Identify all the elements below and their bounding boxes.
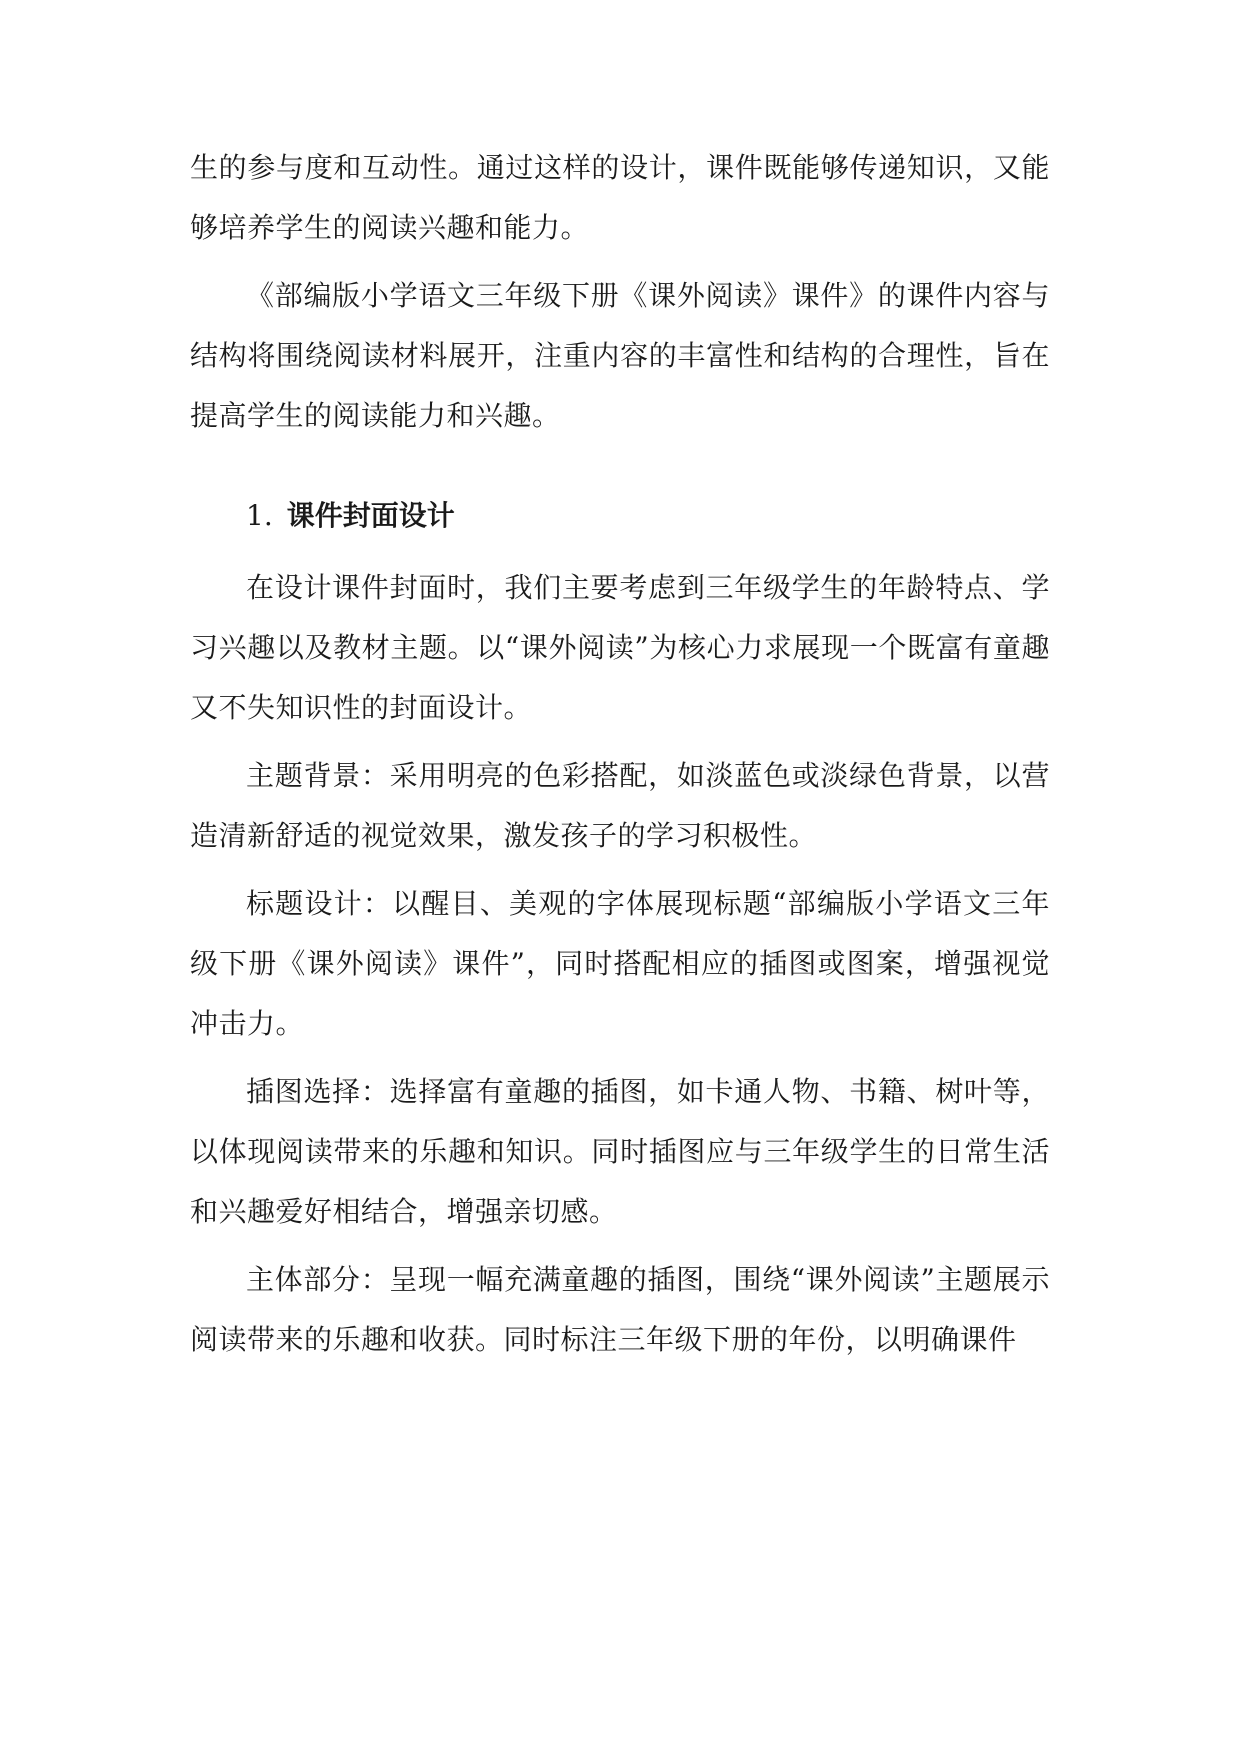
paragraph-theme-background: 主题背景：采用明亮的色彩搭配，如淡蓝色或淡绿色背景，以营造清新舒适的视觉效果，激发孩子的学习积极性。 xyxy=(190,759,1050,852)
section-number: 1. xyxy=(246,499,273,532)
section-title: 课件封面设计 xyxy=(286,499,455,532)
paragraph-main-section: 主体部分：呈现一幅充满童趣的插图，围绕“课外阅读”主题展示阅读带来的乐趣和收获。同时标注三年级下册的年份，以明确课件 xyxy=(190,1263,1050,1356)
paragraph-cover-intro: 在设计课件封面时，我们主要考虑到三年级学生的年龄特点、学习兴趣以及教材主题。以“课外阅读”为核心力求展现一个既富有童趣又不失知识性的封面设计。 xyxy=(190,571,1050,724)
paragraph-title-design: 标题设计：以醒目、美观的字体展现标题“部编版小学语文三年级下册《课外阅读》课件”，同时搭配相应的插图或图案，增强视觉冲击力。 xyxy=(190,887,1050,1040)
paragraph-summary: 《部编版小学语文三年级下册《课外阅读》课件》的课件内容与结构将围绕阅读材料展开，注重内容的丰富性和结构的合理性，旨在提高学生的阅读能力和兴趣。 xyxy=(190,279,1050,432)
paragraph-illustration-choice: 插图选择：选择富有童趣的插图，如卡通人物、书籍、树叶等，以体现阅读带来的乐趣和知识。同时插图应与三年级学生的日常生活和兴趣爱好相结合，增强亲切感。 xyxy=(190,1075,1050,1228)
paragraph-continuation: 生的参与度和互动性。通过这样的设计，课件既能够传递知识，又能够培养学生的阅读兴趣和能力。 xyxy=(190,151,1050,244)
section-heading xyxy=(190,486,1050,546)
document-body xyxy=(190,138,1050,1370)
